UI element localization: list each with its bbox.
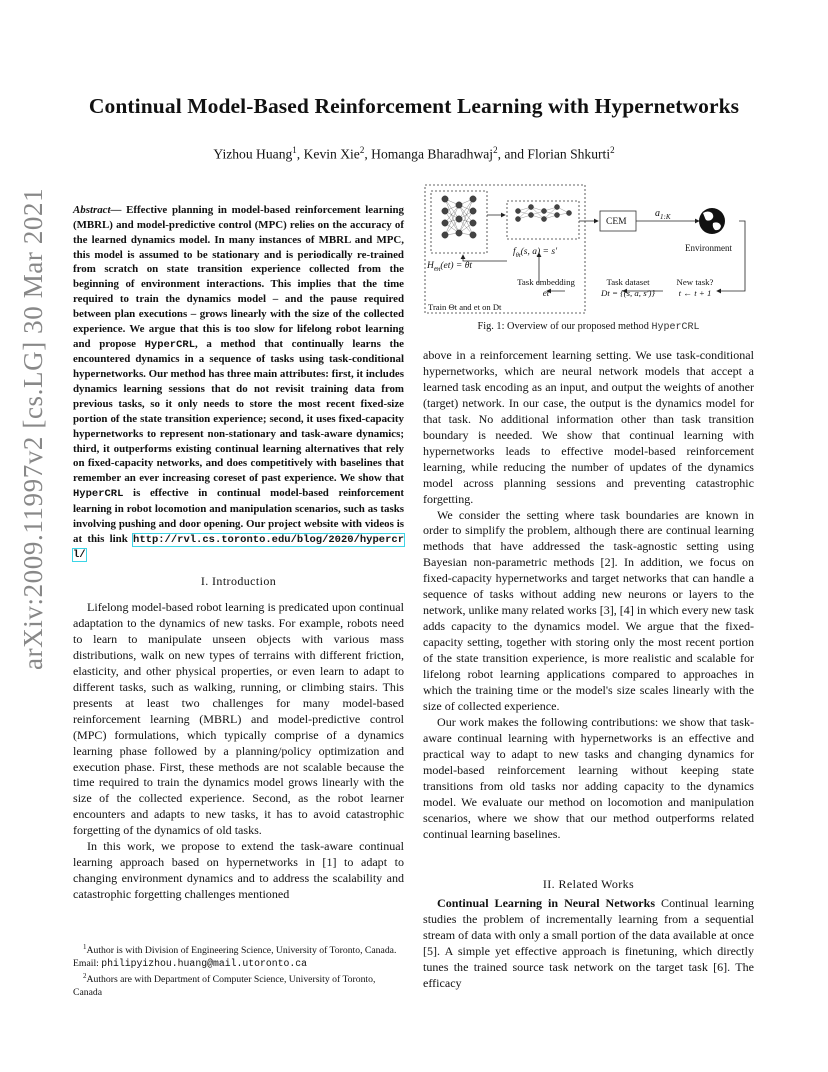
abstract-text: Effective planning in model-based reinforcement learning (MBRL) and model-predictive control (MPC) relies on the accuracy of the learned dynamics model. In many instances of MBRL and MPC, this model is assumed to be stationary and is periodically re-trained from scratch on state transition experience collected from the beginning of environment interactions. This implies that the time required to train the dynamics model – and the pause required between plan executions – grows linearly with the size of the collected experience. We argue that this is too slow for lifelong robot learning and propose bbox=[73, 204, 404, 350]
footnote-1 bbox=[73, 941, 404, 970]
figure-overview bbox=[423, 183, 755, 315]
action-subscript: 1:K bbox=[660, 213, 671, 221]
figure-caption bbox=[423, 321, 754, 333]
right-column-body bbox=[423, 348, 754, 843]
task-embedding-label: Task embedding bbox=[517, 277, 575, 287]
paragraph: Lifelong model-based robot learning is predicated upon continual adaptation to the dynamics of new tasks. For example, robots need to learn to manipulate unseen objects with various mass distributions, walk on new types of terrains with different friction, elasticity, and other physical properties, or even learn to adapt to different tasks, such as walking, running, or climbing stairs. This presents at least two challenges for many model-based reinforcement learning (MBRL) and model-predictive control (MPC) formulations, which typically comprise of a dynamics learning phase followed by a planning/policy optimization and execution phase. First, these methods are not scalable because the time required to train the dynamics model grows linearly with the size of the collected experience. Second, as the robot learner encounters and adapts to new tasks, it has to avoid catastrophic forgetting of the dynamics of old tasks. bbox=[73, 600, 404, 838]
method-name: HyperCRL bbox=[144, 338, 196, 351]
abstract bbox=[73, 203, 404, 563]
abstract-dash: — bbox=[110, 204, 127, 216]
author-affiliation: 2 bbox=[359, 145, 365, 155]
footnotes bbox=[73, 941, 404, 999]
hypernetwork-equation bbox=[427, 261, 472, 273]
author-name: Homanga Bharadhwaj bbox=[371, 146, 494, 162]
paragraph bbox=[423, 896, 754, 992]
author-separator: , bbox=[364, 146, 372, 162]
author-name: Kevin Xie bbox=[303, 146, 360, 162]
author-affiliation: 2 bbox=[493, 145, 498, 155]
paragraph: In this work, we propose to extend the task-aware continual learning approach based on hypernetworks in [1] to adapt to changing environment dynamics and to address the scalability and catastrophic forgetting challenges mentioned bbox=[73, 839, 404, 902]
section-heading-introduction: I. Introduction bbox=[200, 574, 277, 588]
author-affiliation: 2 bbox=[610, 145, 615, 155]
new-task-label: New task? bbox=[676, 277, 714, 287]
hypernet-symbol: H bbox=[427, 261, 434, 271]
footnote-text: Authors are with Department of Computer Science, University of Toronto, Canada bbox=[73, 974, 376, 998]
training-label: Train Θt and et on Dt bbox=[428, 302, 502, 312]
method-name: HyperCRL bbox=[651, 322, 700, 333]
author-name: Florian Shkurti bbox=[527, 146, 611, 162]
action-sequence-label bbox=[655, 208, 671, 221]
dynamics-model-icon bbox=[515, 204, 571, 221]
paragraph: Our work makes the following contributions: we show that task-aware continual learning with hypernetworks is an effective and practical way to adapt to new tasks and changing dynamics for model-based reinforcement learning without keeping state transitions from old tasks nor adding capacity to the dynamics model. We evaluate our method on locomotion and manipulation scenarios, where we show that our method outperforms related continual learning baselines. bbox=[423, 714, 754, 841]
related-works-body bbox=[423, 896, 754, 992]
author-name: Yizhou Huang bbox=[213, 146, 293, 162]
dynamics-argument: (s, a) = s′ bbox=[520, 247, 558, 257]
author-email[interactable]: philipyizhou.huang@mail.utoronto.ca bbox=[101, 957, 308, 969]
abstract-lead: Abstract bbox=[73, 204, 111, 216]
footnote-text: Author is with Division of Engineering Science, University of Toronto, Canada. Email: bbox=[73, 945, 397, 969]
dynamics-equation bbox=[513, 247, 557, 259]
footnote-2 bbox=[73, 970, 404, 999]
caption-text: Fig. 1: Overview of our proposed method bbox=[477, 321, 652, 332]
hypernet-subscript: Θt bbox=[433, 265, 441, 273]
author-affiliation: 1 bbox=[292, 145, 297, 155]
introduction-body bbox=[73, 600, 404, 903]
abstract-text: , a method that continually learns the encountered dynamics in a sequence of tasks using task-conditional hypernetworks. Our method has three main attributes: first, it includes dynamics learning sessions that do not revisit training data from previous tasks, so it only needs to store the most recent fixed-size portion of the state transition experience; second, it uses fixed-capacity hypernetworks to represent non-stationary and task-aware dynamics; third, it outperforms existing continual learning alternatives that rely on fixed-capacity networks, and does competitively with baselines that remember an ever increasing coreset of past experience. We show that bbox=[73, 337, 404, 485]
cem-label: CEM bbox=[606, 217, 627, 227]
dynamics-subscript: θt bbox=[515, 251, 521, 259]
abstract-text: is effective in continual model-based reinforcement learning in robot locomotion and manipulation scenarios, such as tasks involving pushing and door opening. Our project website with videos is at this link bbox=[73, 487, 404, 545]
arxiv-identifier[interactable]: arXiv:2009.11997v2 [cs.LG] 30 Mar 2021 bbox=[18, 187, 48, 670]
environment-label: Environment bbox=[685, 243, 732, 253]
method-name: HyperCRL bbox=[73, 488, 124, 501]
footnote-marker: 2 bbox=[83, 972, 87, 981]
hypernet-argument: (et) = θt bbox=[440, 261, 473, 271]
paragraph-title: Continual Learning in Neural Networks bbox=[437, 896, 656, 910]
task-embedding-symbol: et bbox=[542, 288, 550, 298]
author-separator: , and bbox=[497, 146, 528, 162]
footnote-marker: 1 bbox=[83, 943, 87, 951]
task-increment: t ← t + 1 bbox=[678, 288, 712, 298]
paragraph-text: Continual learning studies the problem of incrementally learning from a sequential stream of data with only a small portion of the data available at once [5]. A simple yet effective approach is finetuning, which directly tunes the trained source task network on the target task [6]. The efficacy bbox=[423, 896, 755, 990]
dynamics-symbol: f bbox=[513, 247, 516, 257]
section-heading-related-works: II. Related Works bbox=[542, 877, 635, 891]
paragraph: above in a reinforcement learning setting. We use task-conditional hypernetworks, which are neural network models that accept a learned task encoding as an input, and output the weights of another (target) network. In our case, the output is the dynamics model for that task. No additional information other than task transition boundary is needed. We show that continual learning with hypernetworks leads to effective model-based reinforcement learning, while reducing the number of updates of the dynamics model across planning sessions and preventing catastrophic forgetting. bbox=[423, 348, 754, 506]
author-separator: , bbox=[296, 146, 304, 162]
task-dataset-label: Task dataset bbox=[606, 277, 650, 287]
action-symbol: a bbox=[655, 208, 660, 219]
paragraph: We consider the setting where task boundaries are known in order to simplify the problem, although there are continual learning methods that have addressed the task-agnostic setting using Bayesian non-parametric methods [2]. In addition, we focus on fixed-capacity hypernetworks and target networks that can handle a sequence of tasks without adding new neurons or layers to the network, unlike many related works [3], [4] in which every new task adds capacity to the dynamics model. We argue that the fixed-capacity setting, together with storing only the most recent portion of the state transition experience, is more realistic and scalable for lifelong robot learning applications compared to approaches in which the training time or the model's size scales linearly with the size of collected experience. bbox=[423, 507, 754, 713]
author-list bbox=[0, 145, 828, 163]
environment-globe-icon bbox=[699, 208, 725, 234]
hypernetwork-icon bbox=[442, 196, 476, 238]
project-website-link[interactable]: http://rvl.cs.toronto.edu/blog/2020/hypercrl/ bbox=[73, 533, 404, 562]
task-dataset-definition: Dt = {(s, a, s′)} bbox=[601, 288, 655, 298]
paper-title: Continual Model-Based Reinforcement Learning with Hypernetworks bbox=[88, 94, 740, 118]
